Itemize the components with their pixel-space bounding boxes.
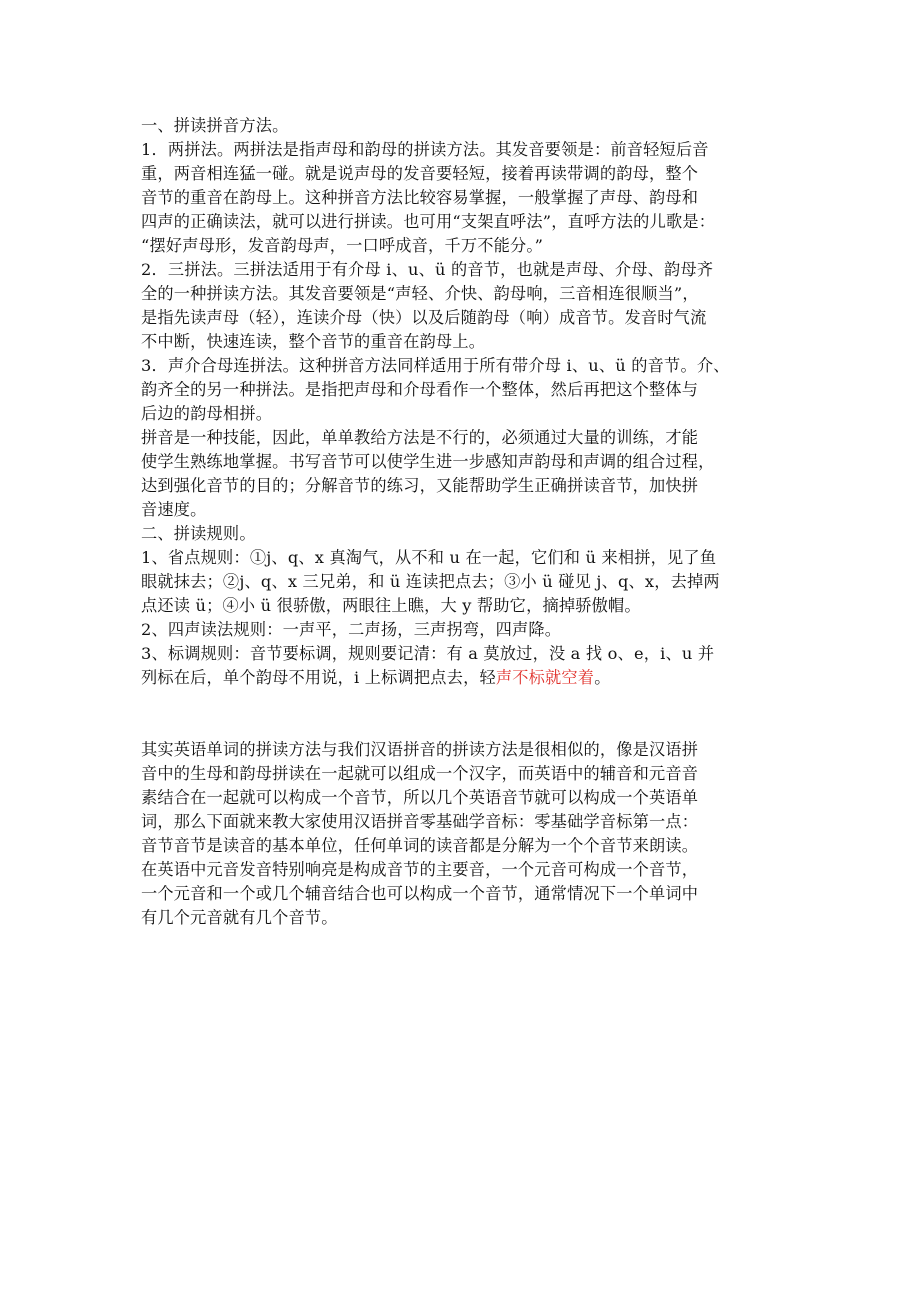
paragraph-line: 拼音是一种技能，因此，单单教给方法是不行的，必须通过大量的训练，才能 bbox=[141, 428, 699, 447]
paragraph-line: 3、标调规则：音节要标调，规则要记清：有 a 莫放过，没 a 找 o、e，i、u 并 bbox=[141, 644, 715, 663]
paragraph-line: 其实英语单词的拼读方法与我们汉语拼音的拼读方法是很相似的，像是汉语拼 bbox=[141, 740, 699, 759]
paragraph-line: 音节音节是读音的基本单位，任何单词的读音都是分解为一个个音节来朗读。 bbox=[141, 836, 699, 855]
paragraph-line: 使学生熟练地掌握。书写音节可以使学生进一步感知声韵母和声调的组合过程， bbox=[141, 452, 715, 471]
paragraph-line: 2．三拼法。三拼法适用于有介母 i、u、ü 的音节，也就是声母、介母、韵母齐 bbox=[141, 260, 714, 279]
paragraph-line: 是指先读声母（轻），连读介母（快）以及后随韵母（响）成音节。发音时气流 bbox=[141, 308, 707, 327]
heading-pinyin-methods: 一、拼读拼音方法。 bbox=[141, 116, 289, 135]
paragraph-line: 音节的重音在韵母上。这种拼音方法比较容易掌握，一般掌握了声母、韵母和 bbox=[141, 188, 699, 207]
paragraph-line: 词，那么下面就来教大家使用汉语拼音零基础学音标：零基础学音标第一点： bbox=[141, 812, 699, 831]
paragraph-line: 不中断，快速连读，整个音节的重音在韵母上。 bbox=[141, 332, 486, 351]
paragraph-line: 在英语中元音发音特别响亮是构成音节的主要音，一个元音可构成一个音节， bbox=[141, 860, 699, 879]
red-highlight-text: 声不标就空着 bbox=[495, 668, 595, 687]
pinyin-methods-section bbox=[141, 114, 801, 690]
paragraph-line-last bbox=[141, 666, 801, 690]
paragraph-line: 素结合在一起就可以构成一个音节，所以几个英语音节就可以构成一个英语单 bbox=[141, 788, 699, 807]
paragraph-line: 重，两音相连猛一碰。就是说声母的发音要轻短，接着再读带调的韵母，整个 bbox=[141, 164, 699, 183]
paragraph-line: 有几个元音就有几个音节。 bbox=[141, 908, 338, 927]
paragraph-line: 1、省点规则：①j、q、x 真淘气，从不和 u 在一起，它们和 ü 来相拼，见了鱼 bbox=[141, 548, 717, 567]
last-line-period: 。 bbox=[594, 668, 611, 687]
paragraph-line: 2、四声读法规则：一声平，二声扬，三声拐弯，四声降。 bbox=[141, 620, 562, 639]
paragraph-line: 韵齐全的另一种拼法。是指把声母和介母看作一个整体，然后再把这个整体与 bbox=[141, 380, 699, 399]
paragraph-line: 四声的正确读法，就可以进行拼读。也可用“支架直呼法”，直呼方法的儿歌是： bbox=[141, 212, 716, 231]
paragraph-line: “摆好声母形，发音韵母声，一口呼成音，千万不能分。” bbox=[141, 236, 544, 255]
paragraph-line: 达到强化音节的目的；分解音节的练习，又能帮助学生正确拼读音节，加快拼 bbox=[141, 476, 699, 495]
paragraph-line: 后边的韵母相拼。 bbox=[141, 404, 273, 423]
paragraph-line: 1．两拼法。两拼法是指声母和韵母的拼读方法。其发音要领是：前音轻短后音 bbox=[141, 140, 709, 159]
heading-spelling-rules: 二、拼读规则。 bbox=[141, 524, 256, 543]
paragraph-line: 一个元音和一个或几个辅音结合也可以构成一个音节，通常情况下一个单词中 bbox=[141, 884, 699, 903]
paragraph-line: 音中的生母和韵母拼读在一起就可以组成一个汉字，而英语中的辅音和元音音 bbox=[141, 764, 699, 783]
paragraph-line: 3．声介合母连拼法。这种拼音方法同样适用于所有带介母 i、u、ü 的音节。介、 bbox=[141, 356, 730, 375]
english-phonetics-section bbox=[141, 738, 801, 930]
last-line-text: 列标在后，单个韵母不用说，i 上标调把点去，轻 bbox=[141, 668, 496, 687]
paragraph-line: 全的一种拼读方法。其发音要领是“声轻、介快、韵母响，三音相连很顺当”， bbox=[141, 284, 699, 303]
paragraph-line: 眼就抹去；②j、q、x 三兄弟，和 ü 连读把点去；③小 ü 碰见 j、q、x，去掉两 bbox=[141, 572, 720, 591]
paragraph-line: 音速度。 bbox=[141, 500, 207, 519]
paragraph-line: 点还读 ü；④小 ü 很骄傲，两眼往上瞧，大 y 帮助它，摘掉骄傲帽。 bbox=[141, 596, 641, 615]
